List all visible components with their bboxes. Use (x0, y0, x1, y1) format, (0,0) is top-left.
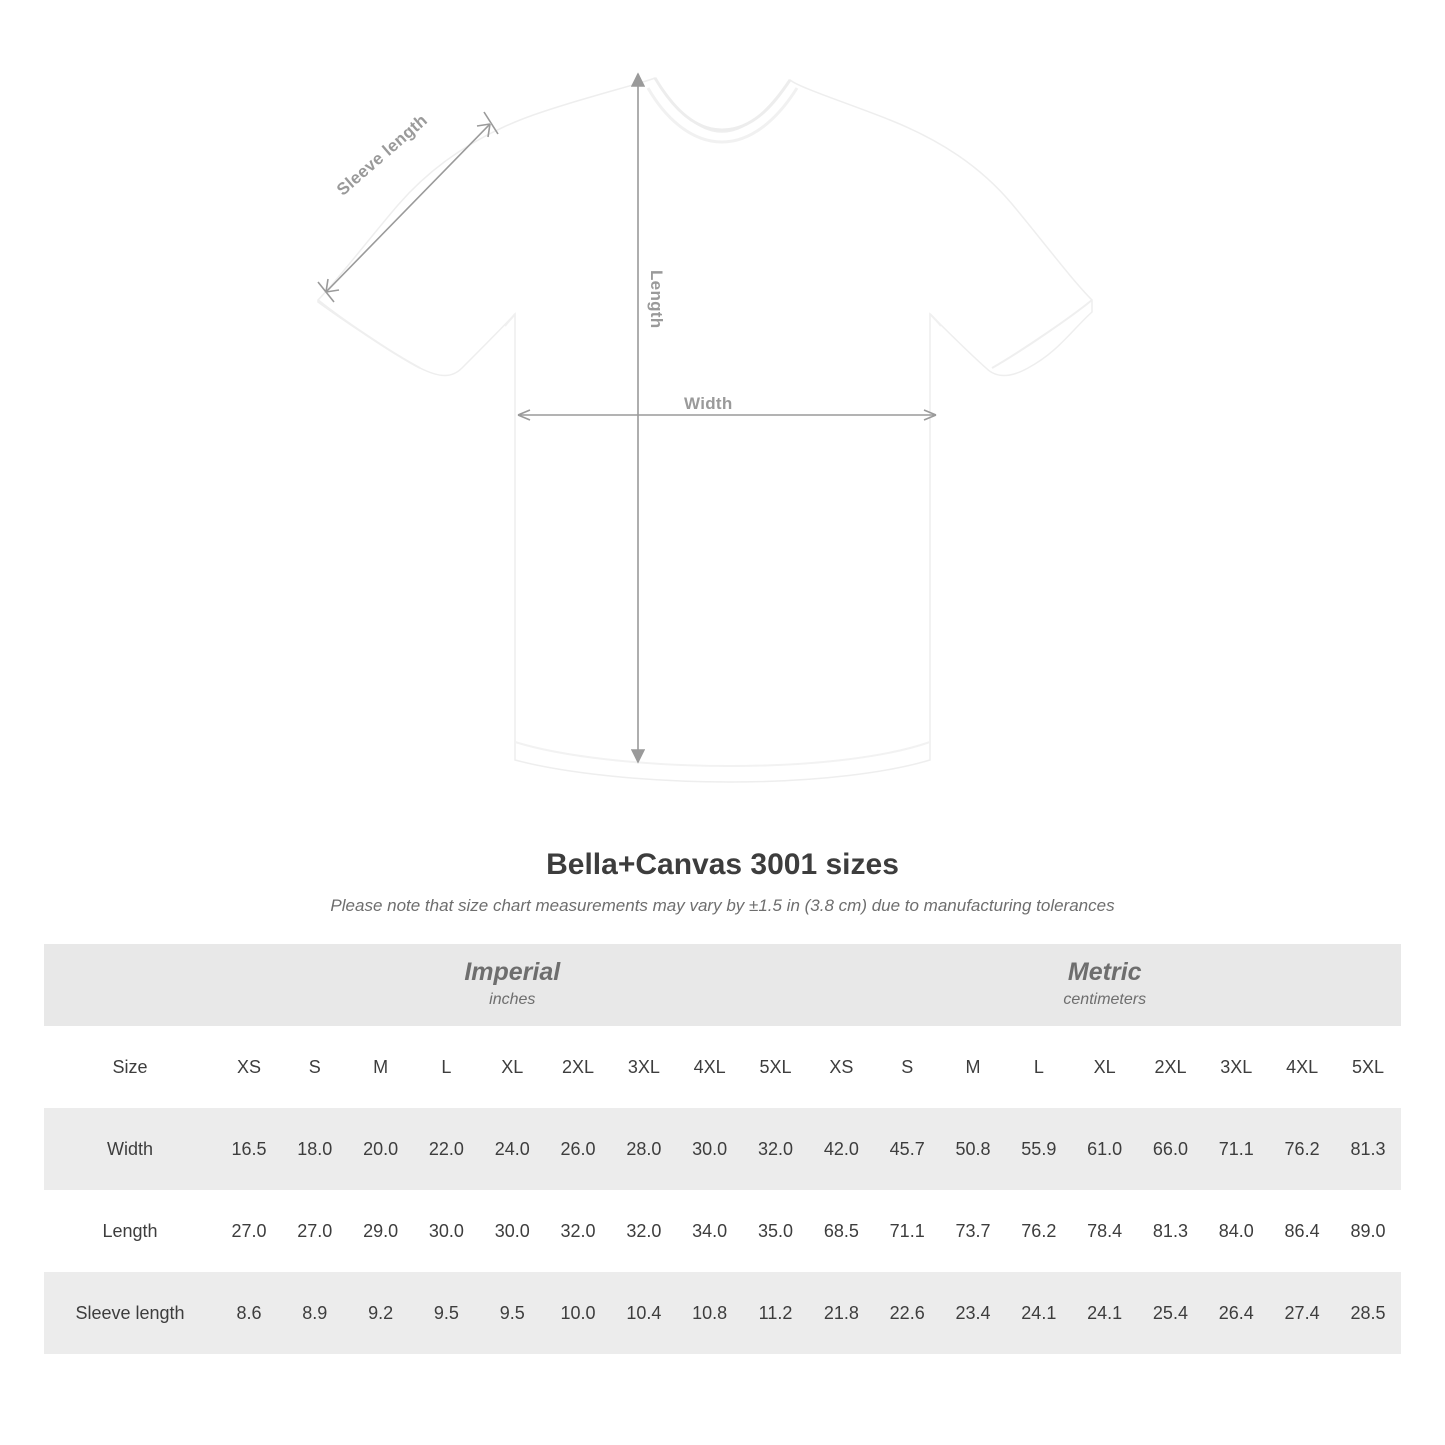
width-5xl-cm: 81.3 (1335, 1108, 1401, 1190)
width-s-cm: 45.7 (874, 1108, 940, 1190)
unit-header-row (44, 944, 1401, 1026)
sleeve-xl-in: 9.5 (479, 1272, 545, 1354)
length-l-in: 30.0 (414, 1190, 480, 1272)
length-label: Length (647, 270, 666, 329)
sleeve-xs-cm: 21.8 (808, 1272, 874, 1354)
size-label-cell: Size (44, 1026, 216, 1108)
size-col-2: M (348, 1026, 414, 1108)
unit-group-imperial-name: Imperial (464, 957, 561, 986)
size-col-5: 2XL (545, 1026, 611, 1108)
sleeve-l-in: 9.5 (414, 1272, 480, 1354)
unit-group-metric-sub: centimeters (1063, 990, 1147, 1008)
page-title: Bella+Canvas 3001 sizes (546, 848, 899, 881)
width-xs-cm: 42.0 (808, 1108, 874, 1190)
width-m-in: 20.0 (348, 1108, 414, 1190)
length-xl-in: 30.0 (479, 1190, 545, 1272)
length-3xl-in: 32.0 (611, 1190, 677, 1272)
width-l-cm: 55.9 (1006, 1108, 1072, 1190)
size-col-11: M (940, 1026, 1006, 1108)
sleeve-s-in: 8.9 (282, 1272, 348, 1354)
unit-group-metric-name: Metric (1067, 957, 1142, 986)
size-col-0: XS (216, 1026, 282, 1108)
length-3xl-cm: 84.0 (1203, 1190, 1269, 1272)
length-m-cm: 73.7 (940, 1190, 1006, 1272)
row-label-sleeve-length: Sleeve length (44, 1272, 216, 1354)
size-col-13: XL (1072, 1026, 1138, 1108)
sleeve-2xl-cm: 25.4 (1138, 1272, 1204, 1354)
tshirt-shape (318, 78, 1092, 782)
length-5xl-in: 35.0 (743, 1190, 809, 1272)
size-table-wrapper (44, 944, 1401, 1354)
sleeve-m-cm: 23.4 (940, 1272, 1006, 1354)
length-2xl-cm: 81.3 (1138, 1190, 1204, 1272)
table-row (44, 1272, 1401, 1354)
width-s-in: 18.0 (282, 1108, 348, 1190)
size-col-14: 2XL (1138, 1026, 1204, 1108)
width-xl-cm: 61.0 (1072, 1108, 1138, 1190)
size-col-12: L (1006, 1026, 1072, 1108)
unit-group-imperial-sub: inches (489, 990, 536, 1008)
tolerance-note: Please note that size chart measurements may vary by ±1.5 in (3.8 cm) due to manufacturing tolerances (330, 896, 1115, 915)
width-label: Width (676, 394, 741, 414)
size-col-3: L (414, 1026, 480, 1108)
width-xl-in: 24.0 (479, 1108, 545, 1190)
title-block (0, 848, 1445, 916)
length-xl-cm: 78.4 (1072, 1190, 1138, 1272)
width-4xl-in: 30.0 (677, 1108, 743, 1190)
length-s-in: 27.0 (282, 1190, 348, 1272)
length-2xl-in: 32.0 (545, 1190, 611, 1272)
length-l-cm: 76.2 (1006, 1190, 1072, 1272)
size-col-10: S (874, 1026, 940, 1108)
length-4xl-in: 34.0 (677, 1190, 743, 1272)
length-5xl-cm: 89.0 (1335, 1190, 1401, 1272)
sleeve-m-in: 9.2 (348, 1272, 414, 1354)
row-label-length: Length (44, 1190, 216, 1272)
sleeve-l-cm: 24.1 (1006, 1272, 1072, 1354)
size-col-9: XS (808, 1026, 874, 1108)
size-col-8: 5XL (743, 1026, 809, 1108)
width-3xl-in: 28.0 (611, 1108, 677, 1190)
sleeve-3xl-cm: 26.4 (1203, 1272, 1269, 1354)
length-s-cm: 71.1 (874, 1190, 940, 1272)
width-xs-in: 16.5 (216, 1108, 282, 1190)
length-xs-cm: 68.5 (808, 1190, 874, 1272)
size-col-16: 4XL (1269, 1026, 1335, 1108)
table-row (44, 1190, 1401, 1272)
size-col-15: 3XL (1203, 1026, 1269, 1108)
width-2xl-in: 26.0 (545, 1108, 611, 1190)
sleeve-5xl-cm: 28.5 (1335, 1272, 1401, 1354)
row-label-width: Width (44, 1108, 216, 1190)
table-row (44, 1108, 1401, 1190)
width-l-in: 22.0 (414, 1108, 480, 1190)
size-header-row (44, 1026, 1401, 1108)
width-4xl-cm: 76.2 (1269, 1108, 1335, 1190)
size-col-1: S (282, 1026, 348, 1108)
width-2xl-cm: 66.0 (1138, 1108, 1204, 1190)
length-4xl-cm: 86.4 (1269, 1190, 1335, 1272)
length-m-in: 29.0 (348, 1190, 414, 1272)
size-col-6: 3XL (611, 1026, 677, 1108)
sleeve-2xl-in: 10.0 (545, 1272, 611, 1354)
sleeve-3xl-in: 10.4 (611, 1272, 677, 1354)
unit-group-metric (808, 944, 1401, 1026)
size-table (44, 944, 1401, 1354)
sleeve-length-label: Sleeve length (333, 110, 432, 200)
size-col-17: 5XL (1335, 1026, 1401, 1108)
unit-group-imperial (216, 944, 808, 1026)
length-xs-in: 27.0 (216, 1190, 282, 1272)
sleeve-xl-cm: 24.1 (1072, 1272, 1138, 1354)
sleeve-5xl-in: 11.2 (743, 1272, 809, 1354)
unit-header-spacer (44, 944, 216, 1026)
width-m-cm: 50.8 (940, 1108, 1006, 1190)
sleeve-4xl-in: 10.8 (677, 1272, 743, 1354)
sleeve-4xl-cm: 27.4 (1269, 1272, 1335, 1354)
sleeve-xs-in: 8.6 (216, 1272, 282, 1354)
size-col-7: 4XL (677, 1026, 743, 1108)
size-col-4: XL (479, 1026, 545, 1108)
sleeve-s-cm: 22.6 (874, 1272, 940, 1354)
width-5xl-in: 32.0 (743, 1108, 809, 1190)
width-3xl-cm: 71.1 (1203, 1108, 1269, 1190)
